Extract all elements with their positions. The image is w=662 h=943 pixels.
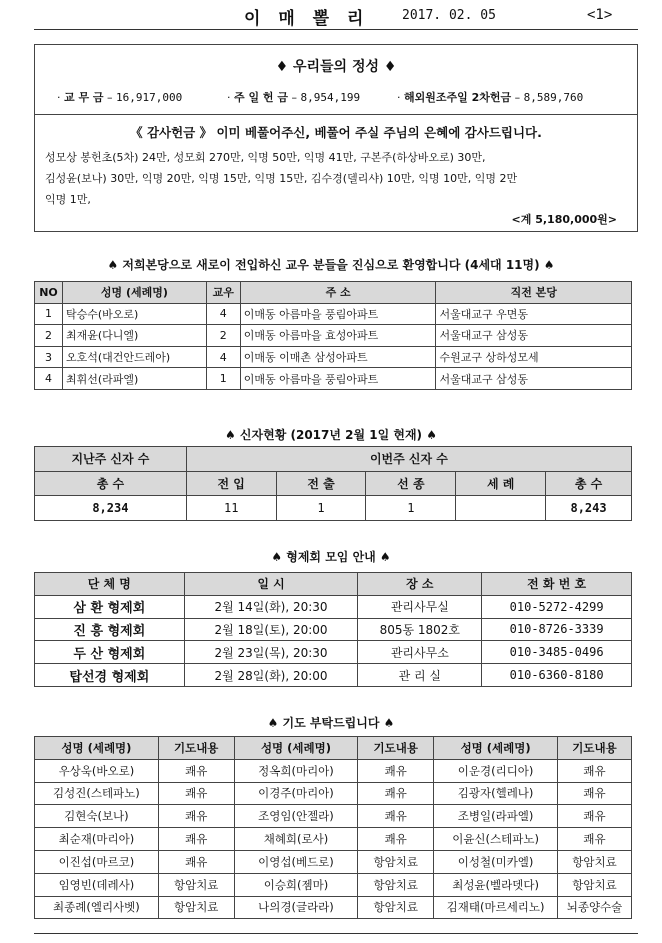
thanks-total: <계 5,180,000원> <box>511 213 617 226</box>
believers-title: ♠ 신자현황 (2017년 2월 1일 현재) ♠ <box>225 428 437 442</box>
table-header-row <box>35 447 632 472</box>
cell: 최재윤(다니엘) <box>62 325 206 347</box>
cell: 최순재(마리아) <box>35 828 159 851</box>
cell: 항암치료 <box>558 873 632 896</box>
cell: 010-6360-8180 <box>482 664 632 687</box>
table-row <box>35 303 632 325</box>
cell: 이진섭(마르코) <box>35 850 159 873</box>
cell: 진 흥 형제회 <box>35 618 185 641</box>
cell: 쾌유 <box>358 782 434 805</box>
cell: 2월 14일(화), 20:30 <box>184 595 358 618</box>
thanks-title: 《 감사헌금 》 이미 베풀어주신, 베풀어 주실 주님의 은혜에 감사드립니다. <box>130 125 542 140</box>
cell: 2월 28일(화), 20:00 <box>184 664 358 687</box>
cell: 수원교구 상하성모세 <box>436 346 632 368</box>
cell: 쾌유 <box>358 805 434 828</box>
cell: 관리사무소 <box>358 641 482 664</box>
cell: 서울대교구 삼성동 <box>436 368 632 390</box>
table-row <box>35 664 632 687</box>
col-name: 성명 (세례명) <box>62 282 206 304</box>
cell: 항암치료 <box>358 850 434 873</box>
cell: 이경주(마리아) <box>234 782 358 805</box>
cell: 쾌유 <box>158 850 234 873</box>
cell: 나의경(글라라) <box>234 896 358 919</box>
cell: 이영섭(베드로) <box>234 850 358 873</box>
table-row <box>35 805 632 828</box>
table-header-row <box>35 573 632 596</box>
value-transfer-in: 11 <box>186 496 276 521</box>
table-row <box>35 759 632 782</box>
thanks-line: 성모상 봉헌초(5차) 24만, 성모회 270만, 익명 50만, 익명 41만, 구본주(하상바오로) 30만, <box>45 151 486 164</box>
table-row <box>35 782 632 805</box>
table-row <box>35 896 632 919</box>
cell: 이윤신(스테파노) <box>434 828 558 851</box>
new-members-title: ♠ 저희본당으로 새로이 전입하신 교우 분들을 진심으로 환영합니다 (4세대 11명) ♠ <box>107 258 555 272</box>
cell: 관리사무실 <box>358 595 482 618</box>
cell: 2 <box>35 325 63 347</box>
cell: 오호석(대건안드레아) <box>62 346 206 368</box>
cell: 탁승수(바오로) <box>62 303 206 325</box>
cell: 2월 23일(목), 20:30 <box>184 641 358 664</box>
cell: 조병일(라파엘) <box>434 805 558 828</box>
cell: 항암치료 <box>358 873 434 896</box>
thanks-list <box>45 147 625 210</box>
table-subheader-row <box>35 471 632 496</box>
table-header-row <box>35 737 632 760</box>
table-row <box>35 641 632 664</box>
offering-box <box>34 44 638 232</box>
cell: 이매동 이매촌 삼성아파트 <box>240 346 436 368</box>
cell: 쾌유 <box>158 759 234 782</box>
bulletin-header <box>34 2 638 30</box>
cell: 쾌유 <box>358 759 434 782</box>
cell: 항암치료 <box>158 873 234 896</box>
cell: 탑선경 형제회 <box>35 664 185 687</box>
value-baptism <box>456 496 546 521</box>
cell: 010-8726-3339 <box>482 618 632 641</box>
thanks-line: 김성윤(보나) 30만, 익명 20만, 익명 15만, 익명 15만, 김수경(델리샤) 10만, 익명 10만, 익명 2만 <box>45 172 518 185</box>
col-prayer: 기도내용 <box>358 737 434 760</box>
cell: 두 산 형제회 <box>35 641 185 664</box>
cell: 최성윤(벨라뎃다) <box>434 873 558 896</box>
cell: 서울대교구 삼성동 <box>436 325 632 347</box>
cell: 이매동 아름마을 풍림아파트 <box>240 368 436 390</box>
cell: 관 리 실 <box>358 664 482 687</box>
stat-sunday-collection: · 주 일 헌 금 – 8,954,199 <box>227 91 361 104</box>
new-members-table <box>34 281 632 390</box>
col-prev-parish: 직전 본당 <box>436 282 632 304</box>
cell: 쾌유 <box>158 828 234 851</box>
table-row <box>35 595 632 618</box>
cell: 임영빈(데레사) <box>35 873 159 896</box>
cell: 김현숙(보나) <box>35 805 159 828</box>
cell: 010-3485-0496 <box>482 641 632 664</box>
value-deceased: 1 <box>366 496 456 521</box>
cell: 최종례(엘리사벳) <box>35 896 159 919</box>
page-number: <1> <box>587 7 613 23</box>
value-total-last: 8,234 <box>35 496 187 521</box>
table-row <box>35 618 632 641</box>
cell: 쾌유 <box>558 828 632 851</box>
sub-total-this: 총 수 <box>546 471 632 496</box>
prayer-table <box>34 736 632 919</box>
table-header-row <box>35 282 632 304</box>
cell: 우상욱(바오로) <box>35 759 159 782</box>
cell: 3 <box>35 346 63 368</box>
cell: 서울대교구 우면동 <box>436 303 632 325</box>
col-place: 장 소 <box>358 573 482 596</box>
cell: 삼 환 형제회 <box>35 595 185 618</box>
meetings-title: ♠ 형제회 모임 안내 ♠ <box>271 550 391 564</box>
sub-total-last: 총 수 <box>35 471 187 496</box>
cell: 1 <box>206 368 240 390</box>
meetings-table <box>34 572 632 687</box>
cell: 2 <box>206 325 240 347</box>
stat-overseas-aid: · 해외원조주일 2차헌금 – 8,589,760 <box>397 91 584 104</box>
table-row <box>35 873 632 896</box>
parish-name: 이 매 뽈 리 <box>244 9 370 29</box>
cell: 1 <box>35 303 63 325</box>
col-name: 성명 (세례명) <box>234 737 358 760</box>
value-transfer-out: 1 <box>276 496 366 521</box>
cell: 쾌유 <box>558 805 632 828</box>
cell: 항암치료 <box>558 850 632 873</box>
col-name: 성명 (세례명) <box>35 737 159 760</box>
bulletin-date: 2017. 02. 05 <box>402 8 496 23</box>
cell: 이운경(리디아) <box>434 759 558 782</box>
cell: 김재태(마르세리노) <box>434 896 558 919</box>
cell: 쾌유 <box>158 782 234 805</box>
cell: 뇌종양수술 <box>558 896 632 919</box>
cell: 4 <box>206 303 240 325</box>
cell: 이성철(미카엘) <box>434 850 558 873</box>
cell: 쾌유 <box>558 759 632 782</box>
prayer-title: ♠ 기도 부탁드립니다 ♠ <box>267 716 395 730</box>
cell: 항암치료 <box>158 896 234 919</box>
cell: 2월 18일(토), 20:00 <box>184 618 358 641</box>
footer-divider <box>34 933 638 934</box>
cell: 채혜희(로사) <box>234 828 358 851</box>
col-datetime: 일 시 <box>184 573 358 596</box>
head-this-week: 이번주 신자 수 <box>186 447 631 472</box>
cell: 항암치료 <box>358 896 434 919</box>
cell: 이매동 아름마을 효성아파트 <box>240 325 436 347</box>
cell: 조영임(안젤라) <box>234 805 358 828</box>
table-row <box>35 828 632 851</box>
believers-table <box>34 446 632 521</box>
cell: 김성진(스테파노) <box>35 782 159 805</box>
offering-title: ♦ 우리들의 정성 ♦ <box>275 59 397 75</box>
table-row <box>35 368 632 390</box>
table-row <box>35 496 632 521</box>
cell: 010-5272-4299 <box>482 595 632 618</box>
head-last-week: 지난주 신자 수 <box>35 447 187 472</box>
sub-deceased: 선 종 <box>366 471 456 496</box>
value-total-this: 8,243 <box>546 496 632 521</box>
cell: 805동 1802호 <box>358 618 482 641</box>
cell: 쾌유 <box>158 805 234 828</box>
cell: 정옥희(마리아) <box>234 759 358 782</box>
cell: 4 <box>206 346 240 368</box>
sub-transfer-out: 전 출 <box>276 471 366 496</box>
cell: 김광자(헬레나) <box>434 782 558 805</box>
sub-transfer-in: 전 입 <box>186 471 276 496</box>
thanks-line: 익명 1만, <box>45 193 91 206</box>
stat-gyomugeum: · 교 무 금 – 16,917,000 <box>57 91 183 104</box>
col-prayer: 기도내용 <box>158 737 234 760</box>
cell: 쾌유 <box>558 782 632 805</box>
table-row <box>35 850 632 873</box>
cell: 쾌유 <box>358 828 434 851</box>
cell: 최휘선(라파엘) <box>62 368 206 390</box>
col-prayer: 기도내용 <box>558 737 632 760</box>
sub-baptism: 세 례 <box>456 471 546 496</box>
col-name: 성명 (세례명) <box>434 737 558 760</box>
cell: 4 <box>35 368 63 390</box>
col-count: 교우 <box>206 282 240 304</box>
cell: 이매동 아름마을 풍림아파트 <box>240 303 436 325</box>
cell: 이승희(젬마) <box>234 873 358 896</box>
table-row <box>35 325 632 347</box>
col-no: NO <box>35 282 63 304</box>
table-row <box>35 346 632 368</box>
col-group: 단 체 명 <box>35 573 185 596</box>
col-phone: 전 화 번 호 <box>482 573 632 596</box>
col-address: 주 소 <box>240 282 436 304</box>
